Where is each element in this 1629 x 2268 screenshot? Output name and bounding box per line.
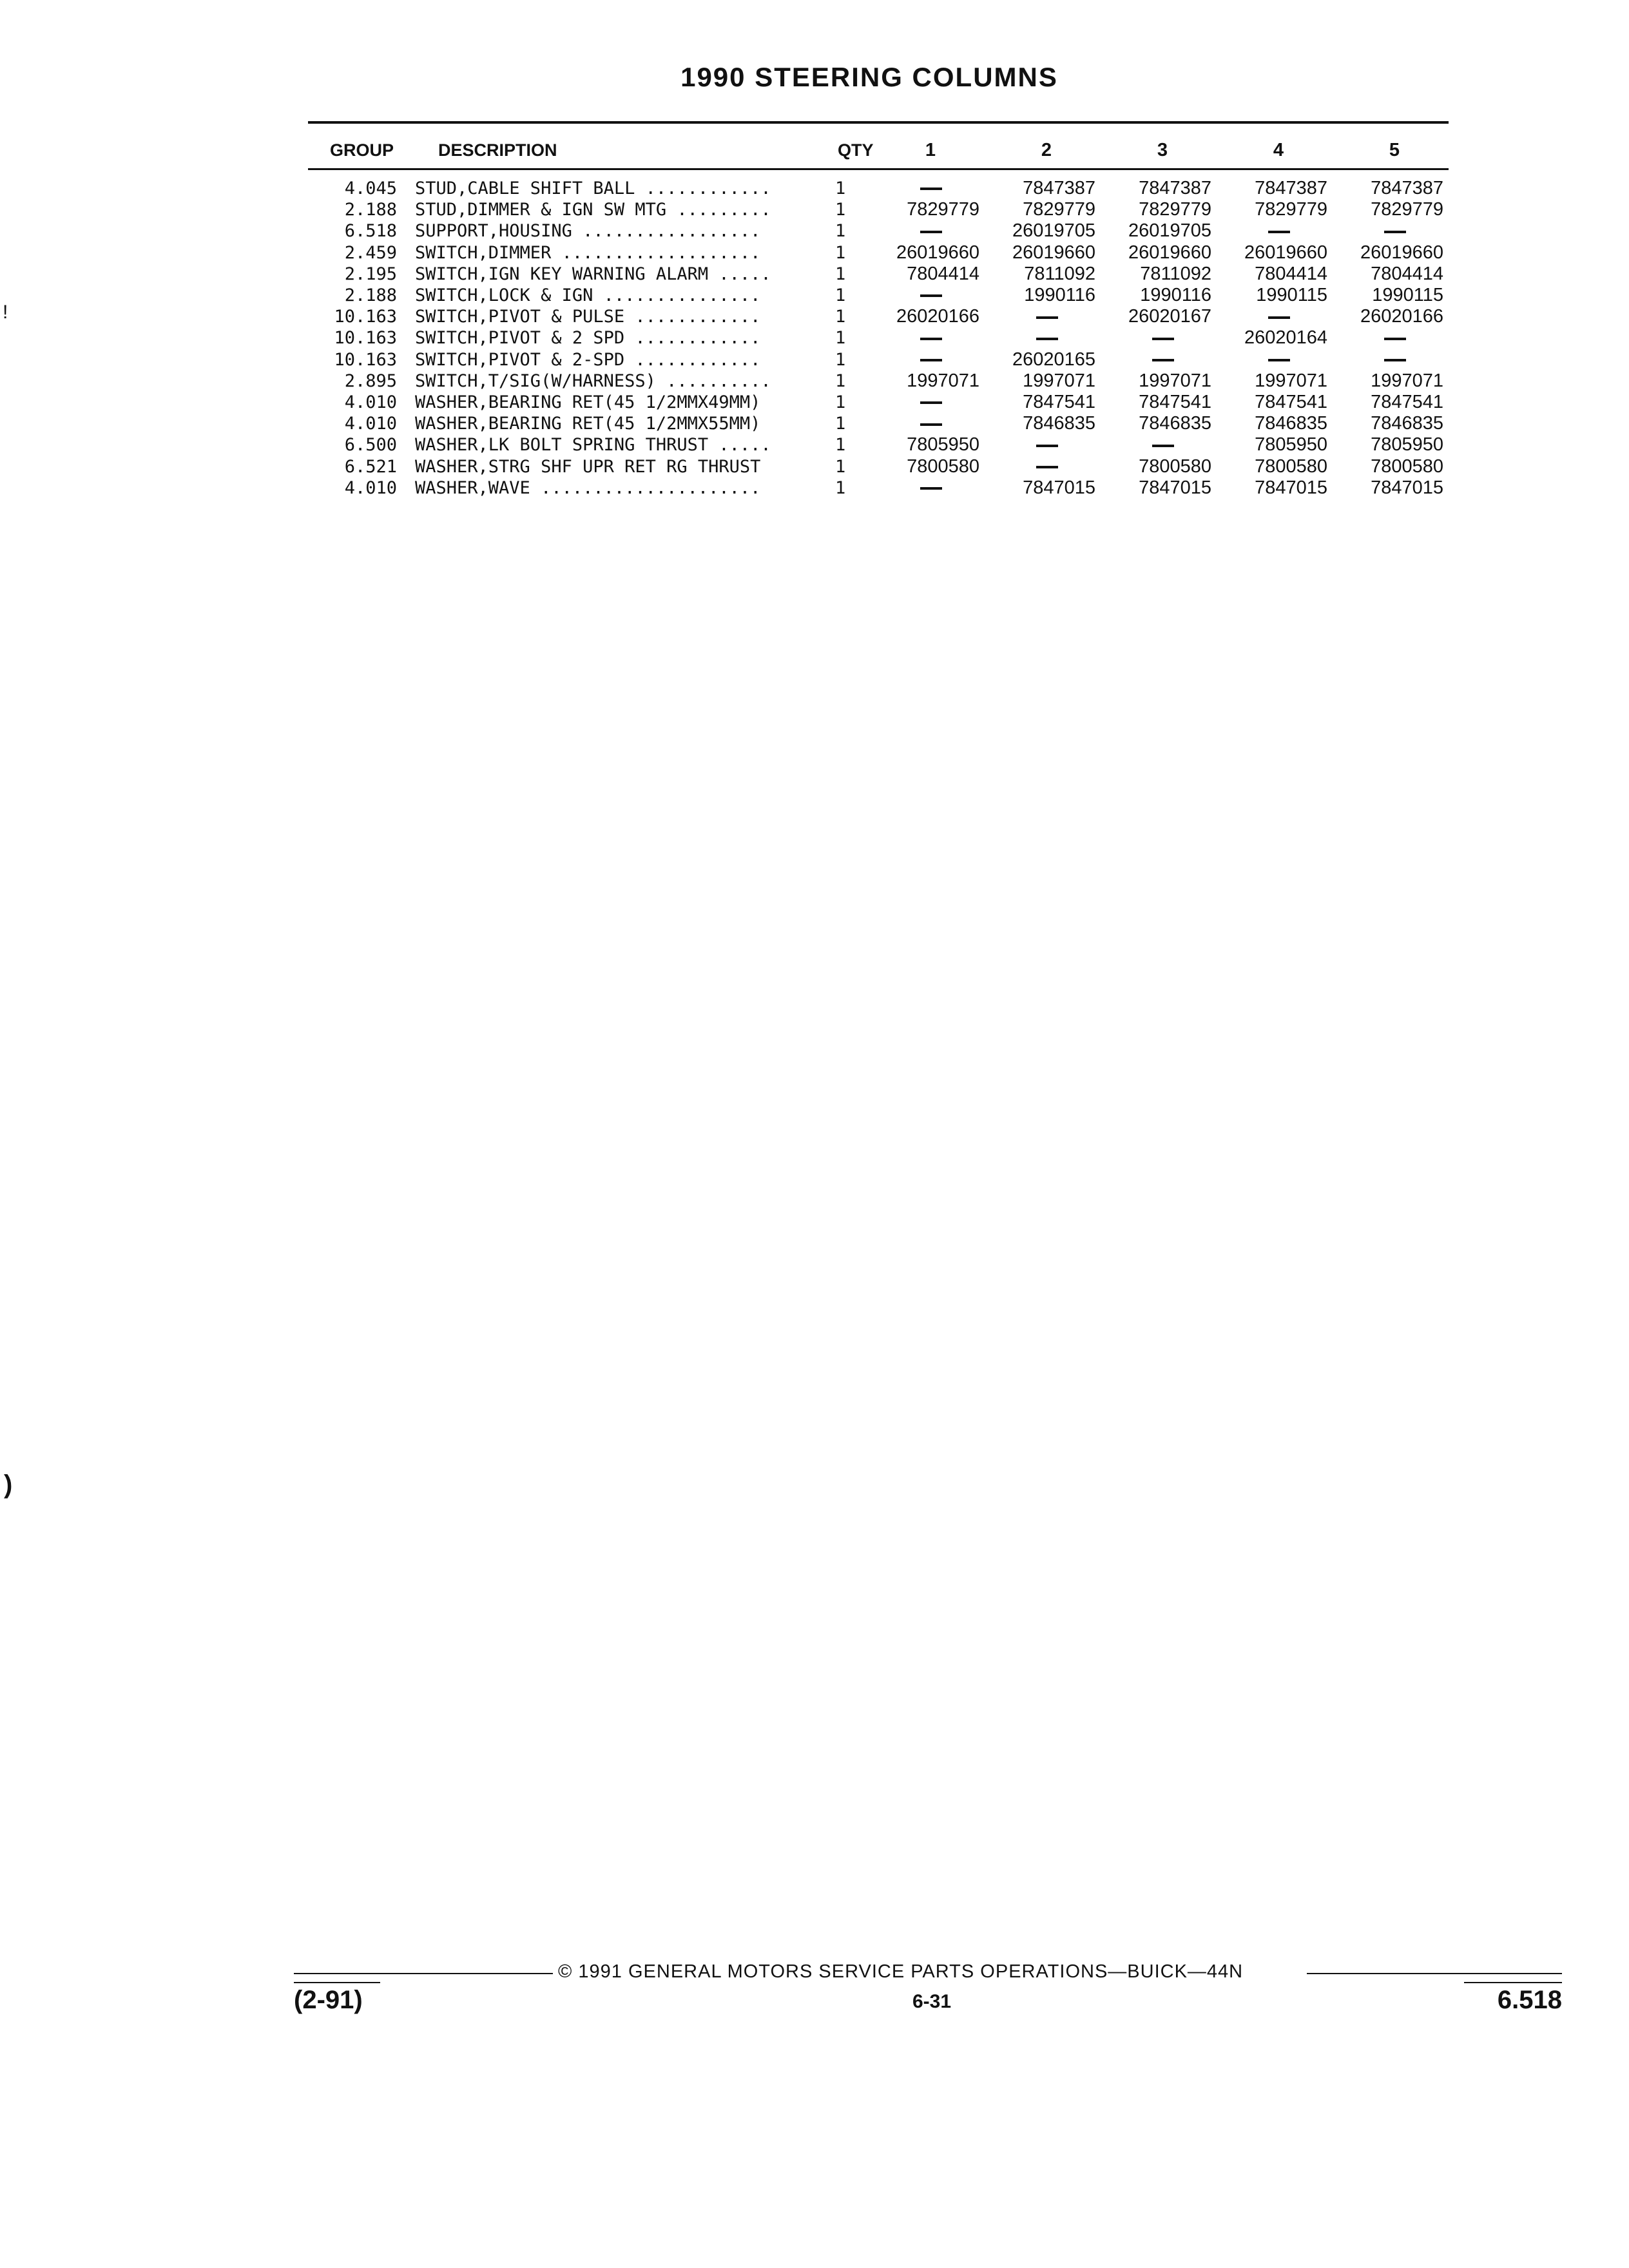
- part-number-cell: 26019705: [1128, 220, 1211, 242]
- part-number-cell: 7846835: [1023, 413, 1095, 434]
- cell-group: 10.163: [334, 307, 397, 327]
- part-number-cell: [1220, 349, 1336, 370]
- part-number-cell: 26019705: [1012, 220, 1095, 242]
- column-header-qty: QTY: [838, 140, 874, 160]
- cell-qty: 1: [835, 392, 846, 412]
- part-number-cell: 26019660: [1012, 242, 1095, 263]
- part-number-cell: 1990115: [1256, 285, 1327, 306]
- part-number-cell: 1997071: [1023, 370, 1095, 391]
- part-number-cell: [872, 477, 988, 499]
- part-number-cell: 7847015: [1255, 477, 1327, 498]
- cell-qty: 1: [835, 414, 846, 434]
- table-row: [308, 199, 1452, 220]
- part-number-cell: 26020166: [896, 306, 979, 327]
- cell-qty: 1: [835, 349, 846, 370]
- cell-description: SWITCH,PIVOT & PULSE ............: [415, 307, 761, 327]
- part-number-cell: [1104, 434, 1220, 456]
- cell-description: STUD,CABLE SHIFT BALL ............: [415, 178, 771, 199]
- cell-group: 2.188: [344, 285, 397, 306]
- part-number-cell: 26019660: [1360, 242, 1443, 263]
- part-number-cell: 26020167: [1128, 306, 1211, 327]
- cell-group: 2.195: [344, 264, 397, 284]
- page-number: 6-31: [912, 1991, 952, 2012]
- column-header-3: 3: [1157, 139, 1168, 160]
- cell-qty: 1: [835, 285, 846, 306]
- part-number-cell: [872, 413, 988, 434]
- part-number-cell: 7829779: [1139, 199, 1211, 220]
- cell-group: 2.895: [344, 370, 397, 391]
- part-number-cell: 7846835: [1139, 413, 1211, 434]
- not-applicable-dash: [920, 187, 942, 190]
- part-number-cell: 7847015: [1023, 477, 1095, 498]
- part-number-cell: [988, 306, 1104, 327]
- part-number-cell: 7800580: [1255, 456, 1327, 477]
- cell-group: 10.163: [334, 349, 397, 370]
- part-number-cell: [1220, 220, 1336, 242]
- table-top-rule: [308, 121, 1449, 124]
- part-number-cell: [1336, 220, 1452, 242]
- copyright-notice: © 1991 GENERAL MOTORS SERVICE PARTS OPERATIONS—BUICK—44N: [558, 1961, 1244, 1982]
- table-row: [308, 413, 1452, 434]
- cell-group: 6.500: [344, 435, 397, 456]
- part-number-cell: 7805950: [907, 434, 979, 456]
- cell-description: SUPPORT,HOUSING .................: [415, 221, 761, 242]
- table-row: [308, 264, 1452, 285]
- part-number-cell: 26019660: [1128, 242, 1211, 263]
- part-number-cell: 1997071: [907, 370, 979, 391]
- part-number-cell: 7846835: [1255, 413, 1327, 434]
- not-applicable-dash: [1268, 231, 1290, 233]
- cell-group: 4.010: [344, 414, 397, 434]
- cell-qty: 1: [835, 264, 846, 284]
- not-applicable-dash: [1384, 231, 1406, 233]
- table-header-row: [308, 135, 1452, 165]
- part-number-cell: 7847387: [1023, 178, 1095, 199]
- table-row: [308, 242, 1452, 264]
- part-number-cell: 1990116: [1140, 285, 1211, 306]
- part-number-cell: 7847015: [1139, 477, 1211, 498]
- cell-description: SWITCH,DIMMER ...................: [415, 242, 761, 263]
- cell-group: 4.010: [344, 477, 397, 498]
- not-applicable-dash: [1384, 338, 1406, 340]
- cell-description: SWITCH,PIVOT & 2 SPD ............: [415, 328, 761, 349]
- cell-group: 4.045: [344, 178, 397, 199]
- part-number-cell: 7847541: [1371, 391, 1443, 412]
- table-header-rule: [308, 168, 1449, 170]
- part-number-cell: 7829779: [1023, 199, 1095, 220]
- part-number-cell: 1997071: [1139, 370, 1211, 391]
- not-applicable-dash: [920, 231, 942, 233]
- part-number-cell: 1997071: [1255, 370, 1327, 391]
- column-header-group: GROUP: [330, 140, 394, 160]
- not-applicable-dash: [1036, 445, 1058, 447]
- table-row: [308, 370, 1452, 392]
- not-applicable-dash: [920, 338, 942, 340]
- part-number-cell: 7805950: [1371, 434, 1443, 456]
- cell-qty: 1: [835, 242, 846, 263]
- cell-group: 10.163: [334, 328, 397, 349]
- part-number-cell: 1990116: [1024, 285, 1095, 306]
- part-number-cell: 7847387: [1255, 178, 1327, 199]
- not-applicable-dash: [1152, 338, 1174, 340]
- cell-description: STUD,DIMMER & IGN SW MTG .........: [415, 200, 771, 220]
- not-applicable-dash: [1384, 359, 1406, 361]
- part-number-cell: 7800580: [1139, 456, 1211, 477]
- cell-group: 2.459: [344, 242, 397, 263]
- part-number-cell: [872, 220, 988, 242]
- part-number-cell: 7804414: [1371, 263, 1443, 284]
- cell-description: SWITCH,IGN KEY WARNING ALARM .....: [415, 264, 771, 284]
- not-applicable-dash: [920, 294, 942, 297]
- table-row: [308, 434, 1452, 456]
- not-applicable-dash: [920, 423, 942, 426]
- not-applicable-dash: [1152, 359, 1174, 361]
- part-number-cell: 26020164: [1244, 327, 1327, 349]
- part-number-cell: 7829779: [1255, 199, 1327, 220]
- cell-qty: 1: [835, 307, 846, 327]
- part-number-cell: 26019660: [896, 242, 979, 263]
- part-number-cell: 7847541: [1139, 391, 1211, 412]
- binding-edge-mark: ): [4, 1470, 13, 1499]
- cell-qty: 1: [835, 221, 846, 242]
- cell-description: WASHER,BEARING RET(45 1/2MMX55MM): [415, 414, 761, 434]
- part-number-cell: [1104, 327, 1220, 349]
- part-number-cell: 7805950: [1255, 434, 1327, 456]
- part-number-cell: 7829779: [1371, 199, 1443, 220]
- part-number-cell: 1990115: [1372, 285, 1443, 306]
- not-applicable-dash: [1152, 445, 1174, 447]
- cell-group: 2.188: [344, 200, 397, 220]
- part-number-cell: 7847541: [1023, 391, 1095, 412]
- cell-description: SWITCH,LOCK & IGN ...............: [415, 285, 761, 306]
- cell-description: WASHER,WAVE .....................: [415, 477, 761, 498]
- part-number-cell: 7811092: [1024, 263, 1095, 284]
- part-number-cell: 7847387: [1371, 178, 1443, 199]
- cell-qty: 1: [835, 477, 846, 498]
- part-number-cell: [988, 456, 1104, 477]
- column-header-1: 1: [925, 139, 936, 160]
- not-applicable-dash: [1268, 316, 1290, 319]
- cell-group: 4.010: [344, 392, 397, 412]
- part-number-cell: 7847541: [1255, 391, 1327, 412]
- part-number-cell: [1336, 349, 1452, 370]
- cell-qty: 1: [835, 328, 846, 349]
- table-body: [308, 165, 1452, 499]
- cell-qty: 1: [835, 456, 846, 477]
- part-number-cell: 7847387: [1139, 178, 1211, 199]
- cell-group: 6.518: [344, 221, 397, 242]
- part-number-cell: 7829779: [907, 199, 979, 220]
- not-applicable-dash: [920, 359, 942, 361]
- part-number-cell: 7804414: [907, 263, 979, 284]
- parts-table: [308, 135, 1452, 499]
- table-row: [308, 306, 1452, 327]
- part-number-cell: 7800580: [1371, 456, 1443, 477]
- footer-underline-left: [294, 1982, 380, 1983]
- part-number-cell: 26019660: [1244, 242, 1327, 263]
- cell-group: 6.521: [344, 456, 397, 477]
- part-number-cell: 7846835: [1371, 413, 1443, 434]
- not-applicable-dash: [1036, 316, 1058, 319]
- binding-edge-mark: !: [3, 302, 8, 323]
- column-header-5: 5: [1389, 139, 1400, 160]
- table-row: [308, 327, 1452, 349]
- cell-qty: 1: [835, 178, 846, 199]
- column-header-4: 4: [1273, 139, 1284, 160]
- part-number-cell: [872, 327, 988, 349]
- column-header-description: DESCRIPTION: [438, 140, 557, 160]
- part-number-cell: [872, 349, 988, 370]
- table-row: [308, 285, 1452, 306]
- section-number: 6.518: [1497, 1986, 1562, 2014]
- part-number-cell: [872, 392, 988, 413]
- table-row: [308, 392, 1452, 413]
- cell-qty: 1: [835, 370, 846, 391]
- part-number-cell: [988, 434, 1104, 456]
- not-applicable-dash: [920, 401, 942, 404]
- table-row: [308, 220, 1452, 242]
- cell-qty: 1: [835, 435, 846, 456]
- cell-description: WASHER,STRG SHF UPR RET RG THRUST: [415, 456, 761, 477]
- part-number-cell: [1220, 306, 1336, 327]
- not-applicable-dash: [1268, 359, 1290, 361]
- part-number-cell: 26020166: [1360, 306, 1443, 327]
- not-applicable-dash: [1036, 466, 1058, 468]
- page-title: 1990 STEERING COLUMNS: [680, 62, 1058, 92]
- cell-description: WASHER,BEARING RET(45 1/2MMX49MM): [415, 392, 761, 412]
- table-row: [308, 477, 1452, 499]
- not-applicable-dash: [1036, 338, 1058, 340]
- part-number-cell: 7811092: [1140, 263, 1211, 284]
- cell-description: SWITCH,T/SIG(W/HARNESS) ..........: [415, 370, 771, 391]
- cell-qty: 1: [835, 200, 846, 220]
- date-code: (2-91): [294, 1986, 363, 2014]
- part-number-cell: 7847015: [1371, 477, 1443, 498]
- part-number-cell: [1104, 349, 1220, 370]
- column-header-2: 2: [1041, 139, 1052, 160]
- footer-rule-right: [1307, 1973, 1562, 1974]
- table-row: [308, 456, 1452, 477]
- part-number-cell: [988, 327, 1104, 349]
- part-number-cell: [872, 285, 988, 306]
- part-number-cell: 7804414: [1255, 263, 1327, 284]
- footer-underline-right: [1464, 1982, 1562, 1983]
- not-applicable-dash: [920, 487, 942, 490]
- part-number-cell: [1336, 327, 1452, 349]
- table-row: [308, 349, 1452, 370]
- cell-description: WASHER,LK BOLT SPRING THRUST .....: [415, 435, 771, 456]
- cell-description: SWITCH,PIVOT & 2-SPD ............: [415, 349, 761, 370]
- part-number-cell: 26020165: [1012, 349, 1095, 370]
- part-number-cell: 1997071: [1371, 370, 1443, 391]
- footer-rule-left: [294, 1973, 553, 1974]
- part-number-cell: 7800580: [907, 456, 979, 477]
